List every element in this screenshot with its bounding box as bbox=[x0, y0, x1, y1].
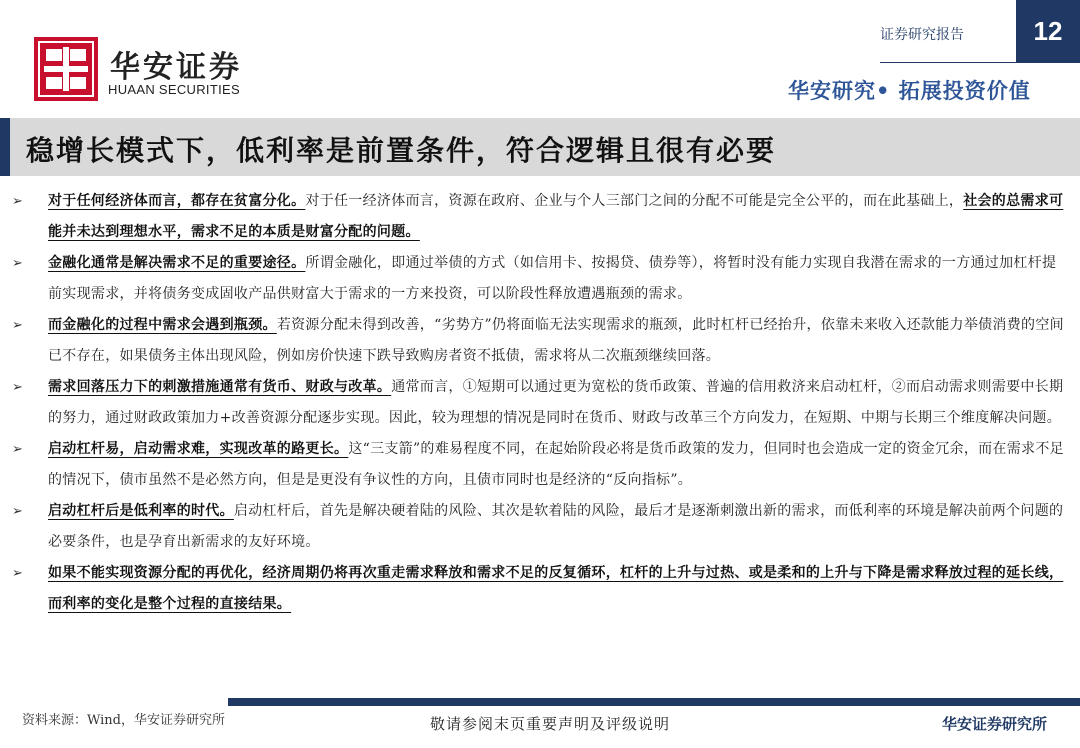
bullet-item bbox=[10, 186, 1070, 248]
arrow-bullet-icon: ➢ bbox=[12, 504, 24, 519]
bullet-lead: 对于任何经济体而言，都存在贫富分化。 bbox=[48, 193, 306, 209]
bullet-lead: 如果不能实现资源分配的再优化，经济周期仍将再次重走需求释放和需求不足的反复循环，杠杆的上升与过热、或是柔和的上升与下降是需求释放过程的延长线，而利率的变化是整个过程的直接结果。 bbox=[48, 565, 1064, 612]
arrow-bullet-icon: ➢ bbox=[12, 318, 24, 333]
bullet-item bbox=[10, 434, 1070, 496]
bullet-body: 所谓金融化，即通过举债的方式（如信用卡、按揭贷、债券等），将暂时没有能力实现自我潜在需求的一方通过加杠杆提前实现需求，并将债务变成固收产品供财富大于需求的一方来投资，可以阶段性释放遭遇瓶颈的需求。 bbox=[48, 255, 1057, 302]
arrow-bullet-icon: ➢ bbox=[12, 566, 24, 581]
bullet-item bbox=[10, 310, 1070, 372]
bullet-item bbox=[10, 558, 1070, 620]
bullet-lead: 启动杠杆易，启动需求难，实现改革的路更长。 bbox=[48, 441, 349, 457]
arrow-bullet-icon: ➢ bbox=[12, 194, 24, 209]
arrow-bullet-icon: ➢ bbox=[12, 380, 24, 395]
bullet-lead: 启动杠杆后是低利率的时代。 bbox=[48, 503, 234, 519]
bullet-lead: 需求回落压力下的刺激措施通常有货币、财政与改革。 bbox=[48, 379, 392, 395]
huaan-logo-icon bbox=[34, 37, 98, 101]
bullet-body: 启动杠杆后，首先是解决硬着陆的风险、其次是软着陆的风险，最后才是逐渐刺激出新的需求，而低利率的环境是解决前两个问题的必要条件，也是孕育出新需求的友好环境。 bbox=[48, 503, 1064, 550]
arrow-bullet-icon: ➢ bbox=[12, 256, 24, 271]
footer-source: 资料来源：Wind，华安证券研究所 bbox=[22, 713, 225, 728]
bullet-item bbox=[10, 496, 1070, 558]
bullet-lead-2: 社会的总需求可能并未达到理想水平，需求不足的本质是财富分配的问题。 bbox=[48, 193, 1064, 240]
page-title: 稳增长模式下，低利率是前置条件，符合逻辑且很有必要 bbox=[26, 134, 777, 167]
bullet-body: 若资源分配未得到改善，“劣势方”仍将面临无法实现需求的瓶颈，此时杠杆已经抬升，依靠未来收入还款能力举债消费的空间已不存在，如果债务主体出现风险，例如房价快速下跌导致购房者资不抵债，需求将从二次瓶颈继续回落。 bbox=[48, 317, 1064, 364]
bullet-item bbox=[10, 372, 1070, 434]
bullet-item bbox=[10, 248, 1070, 310]
arrow-bullet-icon: ➢ bbox=[12, 442, 24, 457]
brand-name-cn: 华安证券 bbox=[110, 50, 242, 85]
tagline: 华安研究• 拓展投资价值 bbox=[788, 78, 1031, 103]
bullet-lead: 而金融化的过程中需求会遇到瓶颈。 bbox=[48, 317, 277, 333]
bullet-body: 通常而言，①短期可以通过更为宽松的货币政策、普遍的信用救济来启动杠杆，②而启动需求则需要中长期的努力，通过财政政策加力+改善资源分配逐步实现。因此，较为理想的情况是同时在货币、财政与改革三个方向发力，在短期、中期与长期三个维度解决问题。 bbox=[48, 379, 1064, 426]
title-accent bbox=[0, 118, 10, 176]
footer-firm: 华安证券研究所 bbox=[942, 715, 1048, 733]
header-divider bbox=[880, 62, 1080, 63]
page-number: 12 bbox=[1016, 0, 1080, 62]
bullet-list bbox=[10, 186, 1070, 620]
bullet-body: 对于任一经济体而言，资源在政府、企业与个人三部门之间的分配不可能是完全公平的，而在此基础上， bbox=[305, 193, 964, 209]
bullet-body: 这“三支箭”的难易程度不同，在起始阶段必将是货币政策的发力，但同时也会造成一定的资金冗余，而在需求不足的情况下，债市虽然不是必然方向，但是是更没有争议性的方向，且债市同时也是经济的“反向指标”。 bbox=[48, 441, 1064, 488]
bullet-lead: 金融化通常是解决需求不足的重要途径。 bbox=[48, 255, 306, 271]
title-bar bbox=[0, 118, 1080, 176]
footer-disclaimer: 敬请参阅末页重要声明及评级说明 bbox=[430, 715, 671, 733]
brand-name-en: HUAAN SECURITIES bbox=[108, 82, 240, 97]
footer-bar bbox=[228, 698, 1080, 706]
report-type-label: 证券研究报告 bbox=[880, 27, 964, 43]
